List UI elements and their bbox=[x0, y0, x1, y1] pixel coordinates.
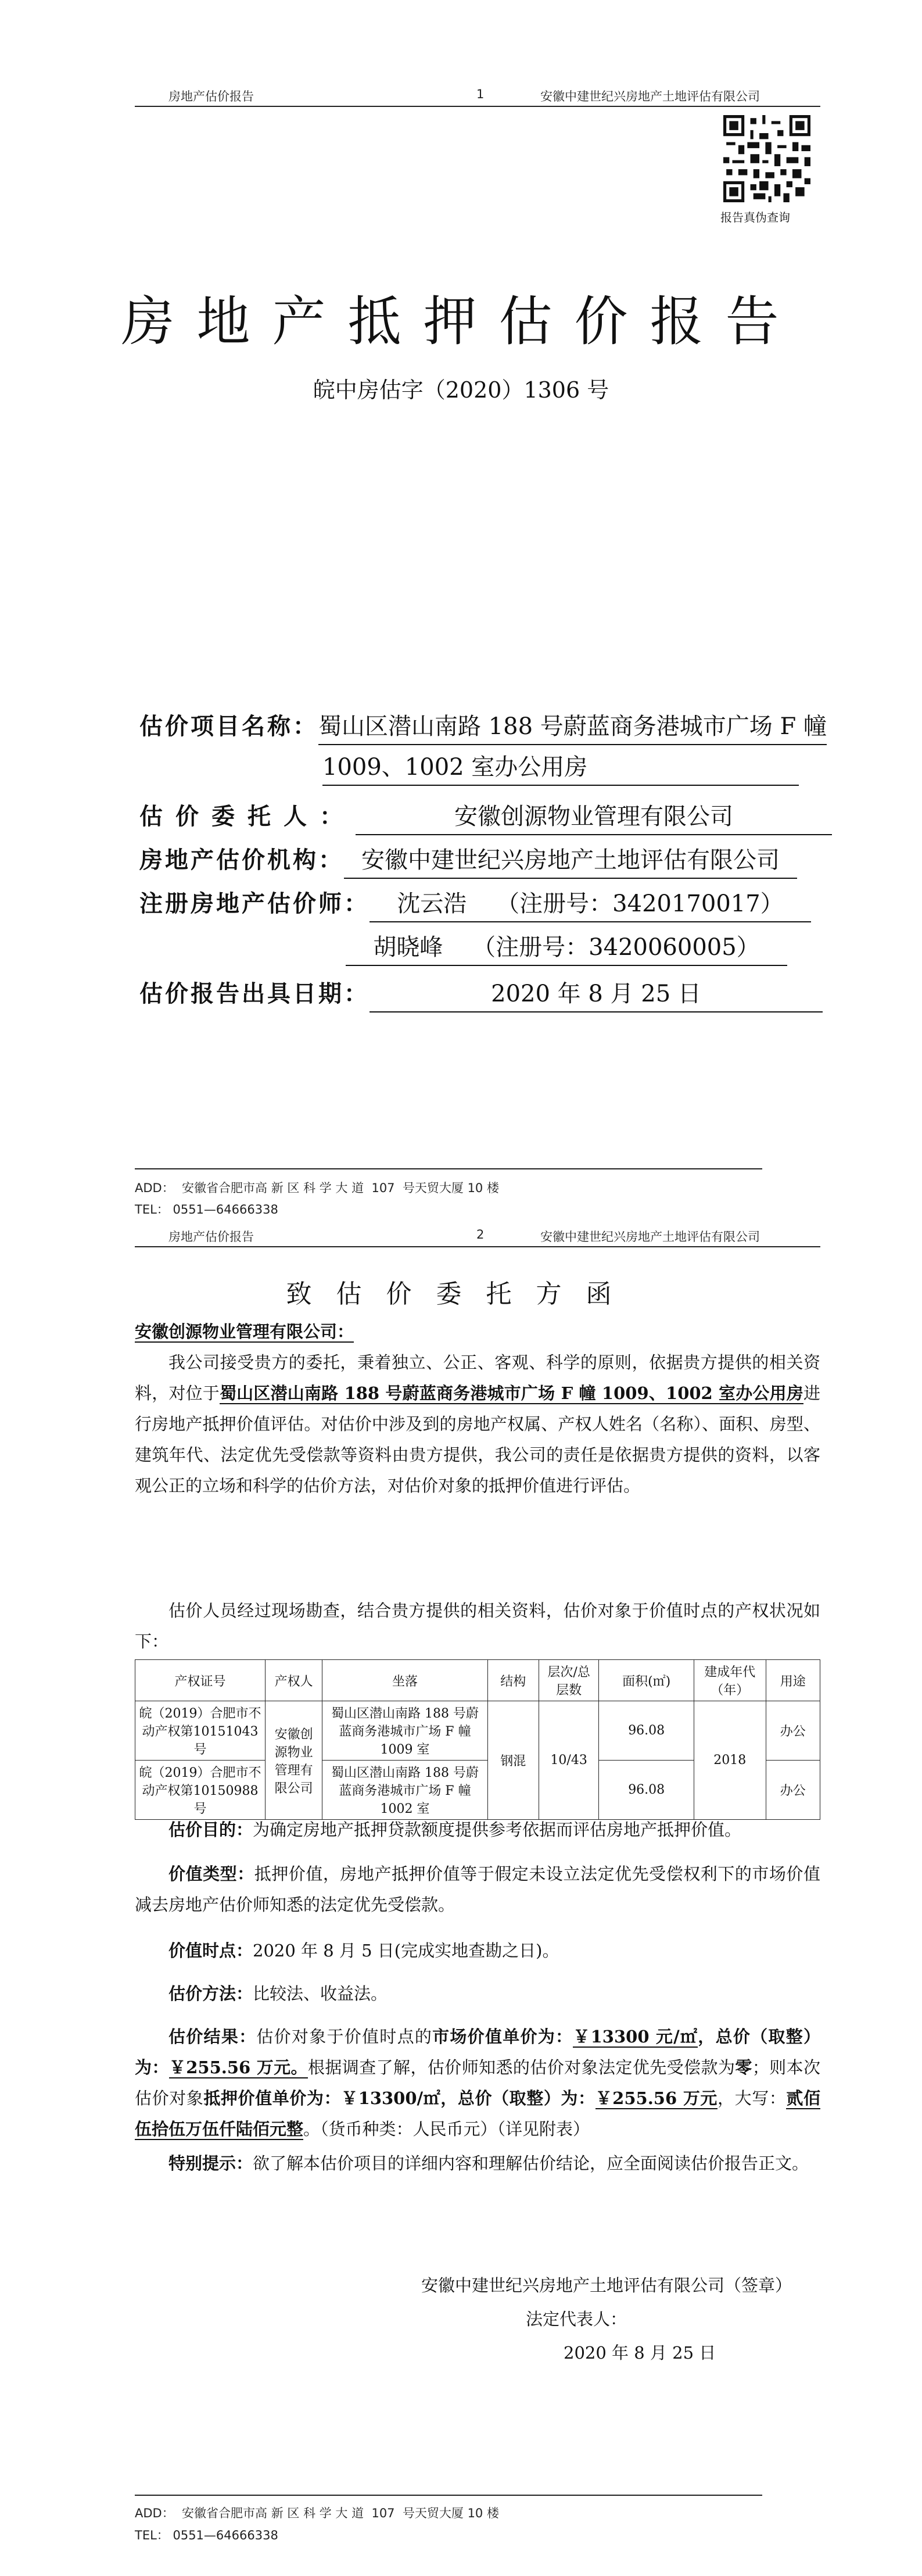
table-cell: 96.08 bbox=[599, 1761, 694, 1820]
qr-code-icon bbox=[723, 115, 810, 202]
table-cell: 皖（2019）合肥市不动产权第10150988 号 bbox=[135, 1761, 266, 1820]
table-header-row bbox=[135, 1660, 820, 1701]
table-cell: 办公 bbox=[766, 1761, 820, 1820]
footer-phone: TEL： 0551—64666338 bbox=[135, 1203, 278, 1217]
agency-value: 安徽中建世纪兴房地产土地评估有限公司 bbox=[344, 843, 797, 879]
client-value: 安徽创源物业管理有限公司 bbox=[356, 799, 832, 835]
appraiser-row-2 bbox=[346, 930, 787, 966]
signature-date: 2020 年 8 月 25 日 bbox=[564, 2343, 716, 2363]
table-cell: 皖（2019）合肥市不动产权第10151043 号 bbox=[135, 1701, 266, 1761]
table-header: 层次/总层数 bbox=[539, 1660, 598, 1701]
page-header-company: 安徽中建世纪兴房地产土地评估有限公司 bbox=[540, 90, 760, 103]
result-paragraph: 估价结果：估价对象于价值时点的市场价值单价为：￥13300 元/㎡，总价（取整）为：￥255.56 万元。根据调查了解，估价师知悉的估价对象法定优先受偿款为零；则本次估价对象抵押价值单价为：￥13300/㎡，总价（取整）为：￥255.56 万元，大写：贰佰伍拾伍万伍仟陆佰元整。（货币种类：人民币元）（详见附表） bbox=[135, 2027, 820, 2139]
table-cell: 办公 bbox=[766, 1701, 820, 1761]
project-name-row-2 bbox=[322, 750, 799, 786]
report-number: 皖中房估字（2020）1306 号 bbox=[313, 377, 609, 403]
value-time-paragraph: 价值时点：2020 年 8 月 5 日(完成实地查勘之日)。 bbox=[168, 1941, 559, 1960]
special-note-paragraph: 特别提示：欲了解本估价项目的详细内容和理解估价结论，应全面阅读估价报告正文。 bbox=[168, 2153, 809, 2173]
table-cell: 钢混 bbox=[487, 1701, 539, 1820]
project-name-label: 估价项目名称： bbox=[139, 713, 318, 740]
client-row bbox=[139, 799, 832, 835]
project-name-value-2: 1009、1002 室办公用房 bbox=[322, 750, 799, 786]
table-header: 产权证号 bbox=[135, 1660, 266, 1701]
table-cell: 2018 bbox=[694, 1701, 766, 1820]
table-cell: 蜀山区潜山南路 188 号蔚蓝商务港城市广场 F 幢 1002 室 bbox=[322, 1761, 487, 1820]
page-number: 1 bbox=[476, 87, 485, 101]
header-rule bbox=[135, 106, 820, 107]
intro-paragraph: 我公司接受贵方的委托，秉着独立、公正、客观、科学的原则，依据贵方提供的相关资料，对位于蜀山区潜山南路 188 号蔚蓝商务港城市广场 F 幢 1009、1002 室办公用房进行房地产抵押价值评估。对估价中涉及到的房地产权属、产权人姓名（名称）、面积、房型、建筑年代、法定优先受偿款等资料由贵方提供，我公司的责任是依据贵方提供的资料，以客观公正的立场和科学的估价方法，对估价对象的抵押价值进行评估。 bbox=[135, 1353, 820, 1495]
table-header: 坐落 bbox=[322, 1660, 487, 1701]
purpose-paragraph: 估价目的：为确定房地产抵押贷款额度提供参考依据而评估房地产抵押价值。 bbox=[168, 1820, 742, 1840]
footer-address: ADD： 安徽省合肥市高 新 区 科 学 大 道 107 号天贸大厦 10 楼 bbox=[135, 2506, 499, 2520]
rights-paragraph: 估价人员经过现场勘查，结合贵方提供的相关资料，估价对象于价值时点的产权状况如下： bbox=[135, 1601, 820, 1651]
letter-title: 致估价委托方函 bbox=[286, 1279, 636, 1309]
page-header-company: 安徽中建世纪兴房地产土地评估有限公司 bbox=[540, 1230, 760, 1244]
page-header-title: 房地产估价报告 bbox=[168, 90, 254, 103]
date-label: 估价报告出具日期： bbox=[139, 981, 369, 1007]
agency-label: 房地产估价机构： bbox=[139, 847, 344, 874]
table-cell: 蜀山区潜山南路 188 号蔚蓝商务港城市广场 F 幢 1009 室 bbox=[322, 1701, 487, 1761]
client-label: 估价委托人： bbox=[139, 803, 356, 830]
value-type-paragraph: 价值类型：抵押价值，房地产抵押价值等于假定未设立法定优先受偿权利下的市场价值减去房地产估价师知悉的法定优先受偿款。 bbox=[135, 1864, 820, 1915]
appraiser-2: 胡晓峰 （注册号：3420060005） bbox=[346, 930, 787, 966]
date-row bbox=[139, 976, 823, 1012]
agency-row bbox=[139, 843, 797, 879]
table-header: 建成年代（年） bbox=[694, 1660, 766, 1701]
footer-phone: TEL： 0551—64666338 bbox=[135, 2528, 278, 2542]
header-rule bbox=[135, 1246, 820, 1247]
project-name-row bbox=[139, 709, 827, 745]
project-name-value: 蜀山区潜山南路 188 号蔚蓝商务港城市广场 F 幢 bbox=[318, 709, 827, 745]
addressee: 安徽创源物业管理有限公司： bbox=[135, 1322, 354, 1341]
appraiser-1: 沈云浩 （注册号：3420170017） bbox=[369, 886, 811, 922]
footer-address: ADD： 安徽省合肥市高 新 区 科 学 大 道 107 号天贸大厦 10 楼 bbox=[135, 1181, 499, 1195]
page-number: 2 bbox=[476, 1228, 485, 1242]
page-header-title: 房地产估价报告 bbox=[168, 1230, 254, 1244]
table-cell: 96.08 bbox=[599, 1701, 694, 1761]
report-title: 房地产抵押估价报告 bbox=[121, 291, 801, 353]
table-header: 产权人 bbox=[265, 1660, 322, 1701]
footer-rule bbox=[135, 1168, 762, 1169]
footer-rule bbox=[135, 2495, 762, 2496]
table-cell: 10/43 bbox=[539, 1701, 598, 1820]
date-value: 2020 年 8 月 25 日 bbox=[369, 976, 823, 1012]
table-cell: 安徽创源物业管理有限公司 bbox=[265, 1701, 322, 1820]
table-row bbox=[135, 1701, 820, 1761]
appraiser-row bbox=[139, 886, 811, 922]
appraiser-label: 注册房地产估价师： bbox=[139, 890, 369, 917]
method-paragraph: 估价方法：比较法、收益法。 bbox=[168, 1984, 388, 2003]
table-header: 结构 bbox=[487, 1660, 539, 1701]
table-header: 面积(㎡) bbox=[599, 1660, 694, 1701]
legal-representative: 法定代表人： bbox=[526, 2309, 627, 2329]
table-header: 用途 bbox=[766, 1660, 820, 1701]
qr-caption: 报告真伪查询 bbox=[720, 210, 790, 224]
signature-company: 安徽中建世纪兴房地产土地评估有限公司（签章） bbox=[421, 2276, 792, 2295]
property-rights-table bbox=[135, 1659, 820, 1820]
